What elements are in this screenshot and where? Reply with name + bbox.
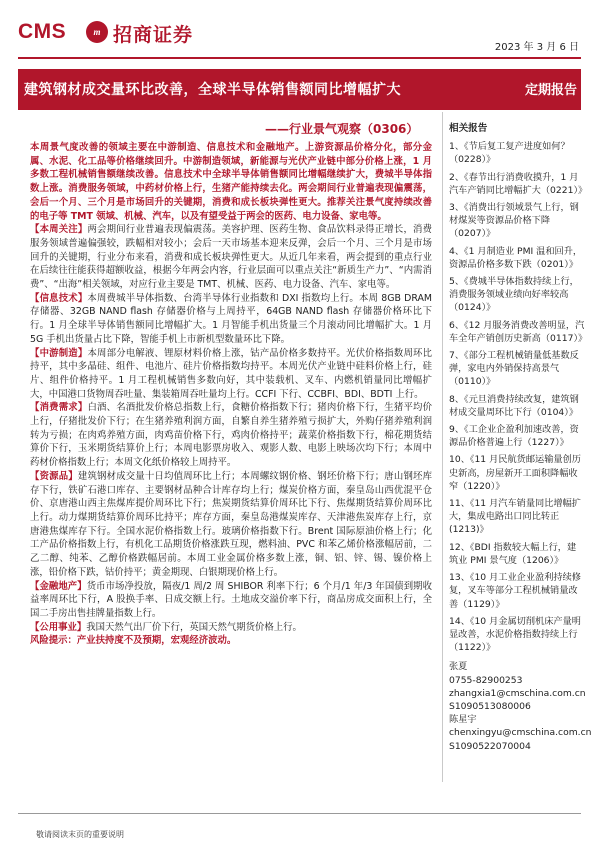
analyst-name: 陈星宇 <box>449 714 477 726</box>
section-paragraph <box>30 470 432 580</box>
section-paragraph <box>30 580 432 621</box>
section-text: 本周费城半导体指数、台湾半导体行业指数和 DXI 指数均上行。本周 8GB DRAM 存储器、32GB NAND flash 存储器价格与上周持平，64GB NAND flash 存储器价格环比下行。1 月全球半导体销售额同比增幅扩大。1 月智能手机出货量三个月滚动同比增幅扩大。1 月 5G 手机出货量占比下降，智能手机上市新机型数量环比下降。 <box>30 292 432 345</box>
analyst-phone: 0755-82900253 <box>449 674 523 686</box>
footer-note: 敬请阅读末页的重要说明 <box>36 830 124 839</box>
report-date: 2023 年 3 月 6 日 <box>494 42 579 53</box>
related-report-link[interactable]: 12、《BDI 指数较大幅上行，建筑业 PMI 景气度（1206）》 <box>449 541 577 566</box>
section-label: 【信息技术】 <box>30 292 88 304</box>
section-label: 【中游制造】 <box>30 347 88 359</box>
summary-paragraph: 本周景气度改善的领域主要在中游制造、信息技术和金融地产。上游资源品价格分化，部分金属、水泥、化工品等价格继续回升。中游制造领域，新能源与光伏产业链中部分价格上涨，1 月多数工程机械销售额继续改善。信息技术中全球半导体销售额同比增幅继续扩大，费城半导体指数上涨。消费服务领域，中药材价格上行，生猪产能持续去化。两会期间行业普遍表现偏震荡，会后一个月、三个月是市场回升的关键期，消费和成长板块弹性更大。推荐关注景气度持续改善的电子等 TMT 领域、机械、汽车，以及有望受益于两会的医药、电力设备、家电等。 <box>30 142 432 222</box>
section-label: 【公用事业】 <box>30 621 87 633</box>
risk-label: 风险提示： <box>30 635 77 647</box>
section-paragraph <box>30 292 432 347</box>
section-label: 【金融地产】 <box>30 580 87 592</box>
related-report-link[interactable]: 2、《春节出行消费收摸升，1 月汽车产销同比增幅扩大（0221）》 <box>449 171 588 196</box>
related-report-link[interactable]: 7、《部分工程机械销量低基数反弹，家电内外销保持高景气（0110）》 <box>449 350 579 388</box>
related-report-link[interactable]: 6、《12 月服务消费改善明显，汽车全年产销创历史新高（0117）》 <box>449 319 588 344</box>
analyst-cert: S1090513080006 <box>449 700 531 712</box>
section-text: 两会期间行业普遍表现偏震荡。美容护理、医药生物、食品饮料录得正增长，消费服务领域普遍偏强较，跌幅相对较小；会后一天市场基本迎来反弹，会后一个月、三个月是市场回升的关键期，行业分布来看，消费和成长板块弹性更大。从近几年来看，两会提到的重点行业在后续往往能获得超额收益，根据今年两会内容，行业层面可以重点关注“新质生产力”、“内需消费”、“出海”相关领域，对应行业主要是 TMT、机械、医药、电力设备、汽车、家电等。 <box>30 224 432 291</box>
related-report-link[interactable]: 13、《10 月工业企业盈利持续修复，叉车等部分工程机械销量改善（1129）》 <box>449 572 581 610</box>
related-report-link[interactable]: 14、《10 月金属切削机床产量明显改善，水泥价格指数持续上行（1122）》 <box>449 615 581 654</box>
risk-text: 产业扶持度不及预期，宏观经济波动。 <box>76 635 237 647</box>
footer-divider <box>18 813 581 814</box>
related-reports-list <box>449 140 588 654</box>
section-text: 本周部分电解液、锂原材料价格上涨，钴产品价格多数持平。光伏价格指数周环比持平，其中多晶硅、组件、电池片、硅片价格指数均持平。本周光伏产业链中硅料价格上行，硅片、组件价格持平。1 月工程机械销售多数向好，其中装载机、叉车、内燃机销量同比增幅扩大，中国港口货物周吞吐量、集装箱周吞吐量均上行。CCFI 下行、CCBFI、BDI、BDTI 上行。 <box>30 347 432 400</box>
section-text: 白酒、名酒批发价格总指数上行，食糖价格指数下行；猪肉价格下行，生猪平均价上行，仔猪批发价下行；在生猪养殖利润方面，自繁自养生猪养殖亏损扩大，外购仔猪养殖利润转为亏损；在肉鸡养殖方面，肉鸡苗价格下行，鸡肉价格持平；蔬菜价格指数下行，棉花期货结算价下行，玉米期货结算价上行；本周电影票房收入、观影人数、电影上映场次均下行；本周中药材价格指数上行；本周文化纸价格较上周持平。 <box>30 402 432 469</box>
section-text: 建筑钢材成交量十日均值周环比上行；本周螺纹钢价格、钢坯价格下行；唐山钢坯库存下行，铁矿石港口库存、主要钢材品种合计库存均上行；煤炭价格方面，秦皇岛山西优混平仓价、京唐港山西主焦煤库提价周环比下行；焦炭期货结算价周环比下行、焦煤期货结算价周环比上行。动力煤期货结算价周环比持平；库存方面，秦皇岛港煤炭库存、天津港焦炭库存上行，京唐港焦煤库存下行。全国水泥价格指数上行。玻璃价格指数下行。Brent 国际原油价格上行；化工产品价格指数上行，有机化工品期货价格涨跌互现，燃料油、PVC 和苯乙烯价格涨幅居前，二乙二醇、纯苯、乙醇价格跌幅居前。本周工业金属价格多数上涨，铜、铝、锌、锡、镍价格上涨，铅价格下跌，钴价持平；黄金期现、白银期现价格上行。 <box>30 470 432 578</box>
section-text: 货币市场净投放，隔夜/1 周/2 周 SHIBOR 利率下行；6 个月/1 年/3 年国债到期收益率周环比下行，A 股换手率、日成交额上行。土地成交溢价率下行，商品房成交面积上行，全国二手房出售挂牌量指数上行。 <box>30 580 432 619</box>
report-subtitle: ——行业景气观察（0306） <box>265 122 419 136</box>
report-type-tag: 定期报告 <box>524 83 577 98</box>
section-label: 【本周关注】 <box>30 224 88 236</box>
main-column <box>30 141 432 648</box>
section-label: 【消费需求】 <box>30 402 88 414</box>
related-report-link[interactable]: 1、《节后复工复产进度如何？（0228）》 <box>449 141 570 166</box>
analyst-email[interactable]: zhangxia1@cmschina.com.cn <box>449 687 586 699</box>
sidebar <box>449 122 592 753</box>
brand-name-cn: 招商证券 <box>113 24 194 46</box>
section-paragraph <box>30 223 432 292</box>
section-paragraph <box>30 621 432 635</box>
analyst-name: 张夏 <box>449 661 468 673</box>
related-report-link[interactable]: 10、《11 月民航货邮运输量创历史新高，房屋新开工面积降幅收窄（1220）》 <box>449 454 581 492</box>
section-text: 我国天然气出厂价下行，英国天然气期货价格上行。 <box>86 621 302 633</box>
brand-logo-text: CMS <box>18 20 67 43</box>
section-paragraph <box>30 347 432 402</box>
header-divider <box>18 57 581 59</box>
analyst-contacts <box>449 660 592 752</box>
related-report-link[interactable]: 3、《消费出行领域景气上行，钢材煤炭等资源品价格下降（0207）》 <box>449 202 579 240</box>
brand-logo-icon: m <box>86 21 108 43</box>
related-report-link[interactable]: 11、《11 月汽车销量同比增幅扩大，集成电路出口同比转正(1213)》 <box>449 498 581 536</box>
section-label: 【资源品】 <box>30 470 78 482</box>
related-report-link[interactable]: 8、《元旦消费持续改复，建筑钢材成交量周环比下行（0104）》 <box>449 393 579 418</box>
section-list <box>30 223 432 634</box>
related-report-link[interactable]: 5、《费城半导体指数持续上行，消费服务领域业绩向好率较高（0124）》 <box>449 276 579 314</box>
related-report-link[interactable]: 4、《1 月制造业 PMI 温和回升，资源品价格多数下跌（0201）》 <box>449 245 583 270</box>
related-reports-heading: 相关报告 <box>449 123 488 134</box>
related-report-link[interactable]: 9、《工企业企盈利加速改善，资源品价格普遍上行（1227）》 <box>449 424 579 449</box>
analyst-email[interactable]: chenxingyu@cmschina.com.cn <box>449 727 592 739</box>
section-paragraph <box>30 401 432 470</box>
report-title: 建筑钢材成交量环比改善，全球半导体销售额同比增幅扩大 <box>24 82 401 98</box>
analyst-cert: S1090522070004 <box>449 740 531 752</box>
column-divider <box>442 112 443 782</box>
risk-note <box>30 634 432 648</box>
